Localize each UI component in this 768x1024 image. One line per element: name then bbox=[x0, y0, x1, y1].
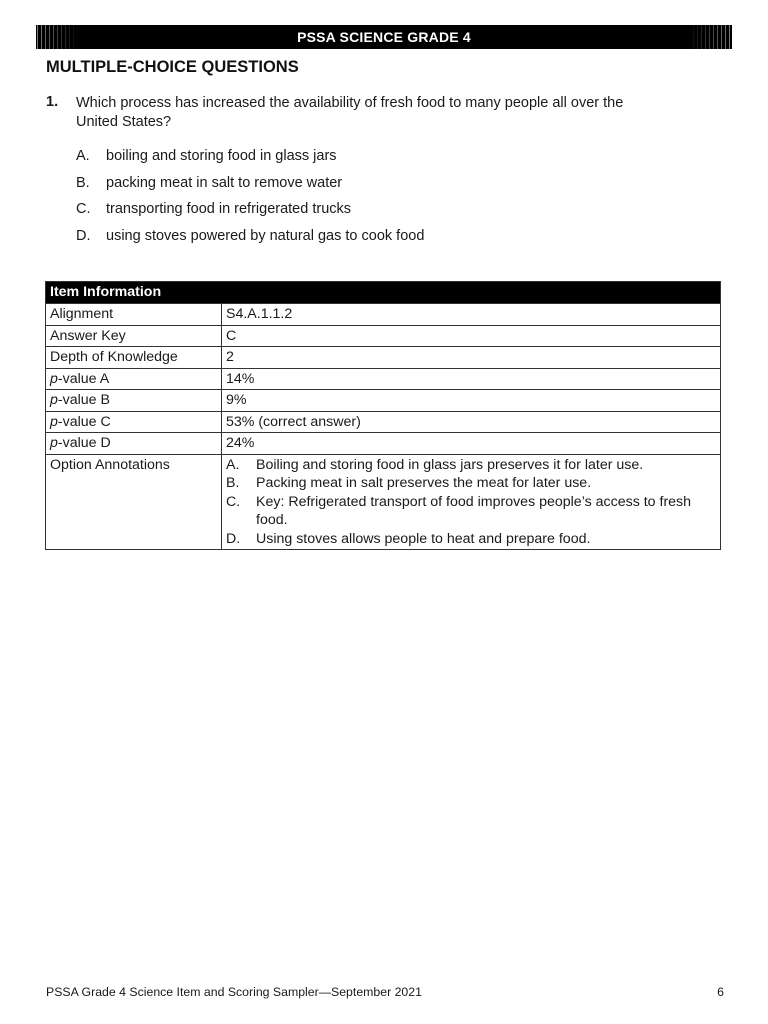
option-text: transporting food in refrigerated trucks bbox=[106, 201, 352, 217]
row-label-text: -value C bbox=[57, 413, 111, 430]
row-label-text: Alignment bbox=[50, 306, 114, 322]
table-row bbox=[46, 390, 721, 412]
option-d bbox=[76, 227, 696, 254]
option-a bbox=[76, 147, 696, 174]
question-number: 1. bbox=[46, 94, 59, 110]
annotation-text: Boiling and storing food in glass jars preserves it for later use. bbox=[256, 456, 644, 473]
annotation-text: Packing meat in salt preserves the meat for later use. bbox=[256, 475, 592, 491]
annotation-letter: B. bbox=[226, 475, 240, 491]
table-row bbox=[46, 433, 721, 455]
table-row bbox=[46, 347, 721, 369]
row-value: 53% (correct answer) bbox=[222, 411, 721, 433]
option-text: packing meat in salt to remove water bbox=[106, 174, 343, 191]
question-stem-line-2: United States? bbox=[76, 114, 172, 130]
row-value: 24% bbox=[222, 433, 721, 455]
answer-options bbox=[76, 147, 696, 253]
annotation-b bbox=[226, 474, 716, 493]
row-label bbox=[46, 368, 222, 390]
option-c bbox=[76, 200, 696, 227]
annotation-letter: C. bbox=[226, 493, 241, 510]
table-row bbox=[46, 411, 721, 433]
annotation-text: Key: Refrigerated transport of food improves people’s access to fresh food. bbox=[256, 493, 692, 528]
option-b bbox=[76, 174, 696, 201]
question-stem bbox=[76, 94, 706, 132]
annotation-d bbox=[226, 530, 716, 549]
option-letter: C. bbox=[76, 201, 91, 217]
row-label-text: -value A bbox=[57, 370, 110, 387]
option-text: boiling and storing food in glass jars bbox=[106, 148, 337, 164]
row-value: 14% bbox=[222, 368, 721, 390]
option-text: using stoves powered by natural gas to cook food bbox=[106, 227, 425, 244]
row-label bbox=[46, 390, 222, 412]
header-banner bbox=[36, 25, 732, 49]
option-letter: A. bbox=[76, 148, 90, 164]
row-label bbox=[46, 304, 222, 326]
row-label-text: -value D bbox=[57, 435, 111, 451]
item-information-table bbox=[45, 281, 721, 550]
annotations-cell bbox=[222, 454, 721, 550]
row-value: C bbox=[222, 325, 721, 347]
annotation-c bbox=[226, 493, 716, 530]
row-label-text: Depth of Knowledge bbox=[50, 349, 178, 365]
annotation-a bbox=[226, 456, 716, 475]
table-row bbox=[46, 368, 721, 390]
row-label bbox=[46, 347, 222, 369]
table-row-annotations bbox=[46, 454, 721, 550]
row-label: Option Annotations bbox=[46, 454, 222, 550]
table-title: Item Information bbox=[46, 282, 721, 304]
row-label bbox=[46, 325, 222, 347]
row-label-prefix: p bbox=[50, 435, 58, 451]
row-label-text: Answer Key bbox=[50, 327, 126, 344]
row-label-text: -value B bbox=[57, 392, 110, 408]
row-value: 9% bbox=[222, 390, 721, 412]
row-value: 2 bbox=[222, 347, 721, 369]
table-row bbox=[46, 304, 721, 326]
footer-page-number: 6 bbox=[717, 985, 724, 999]
option-letter: B. bbox=[76, 174, 90, 191]
row-label-prefix: p bbox=[50, 370, 58, 387]
banner-title: PSSA SCIENCE GRADE 4 bbox=[297, 29, 471, 45]
row-label-prefix: p bbox=[50, 413, 58, 430]
annotation-text: Using stoves allows people to heat and prepare food. bbox=[256, 530, 591, 547]
row-label bbox=[46, 433, 222, 455]
section-heading: MULTIPLE-CHOICE QUESTIONS bbox=[46, 58, 299, 76]
annotation-letter: A. bbox=[226, 456, 240, 473]
row-label-prefix: p bbox=[50, 392, 58, 408]
table-header-row bbox=[46, 282, 721, 304]
option-letter: D. bbox=[76, 227, 91, 244]
annotation-letter: D. bbox=[226, 530, 241, 547]
row-label bbox=[46, 411, 222, 433]
table-row bbox=[46, 325, 721, 347]
row-value: S4.A.1.1.2 bbox=[222, 304, 721, 326]
question-stem-line-1: Which process has increased the availability of fresh food to many people all over the bbox=[76, 95, 624, 111]
footer-document-title: PSSA Grade 4 Science Item and Scoring Sampler—September 2021 bbox=[46, 985, 422, 999]
